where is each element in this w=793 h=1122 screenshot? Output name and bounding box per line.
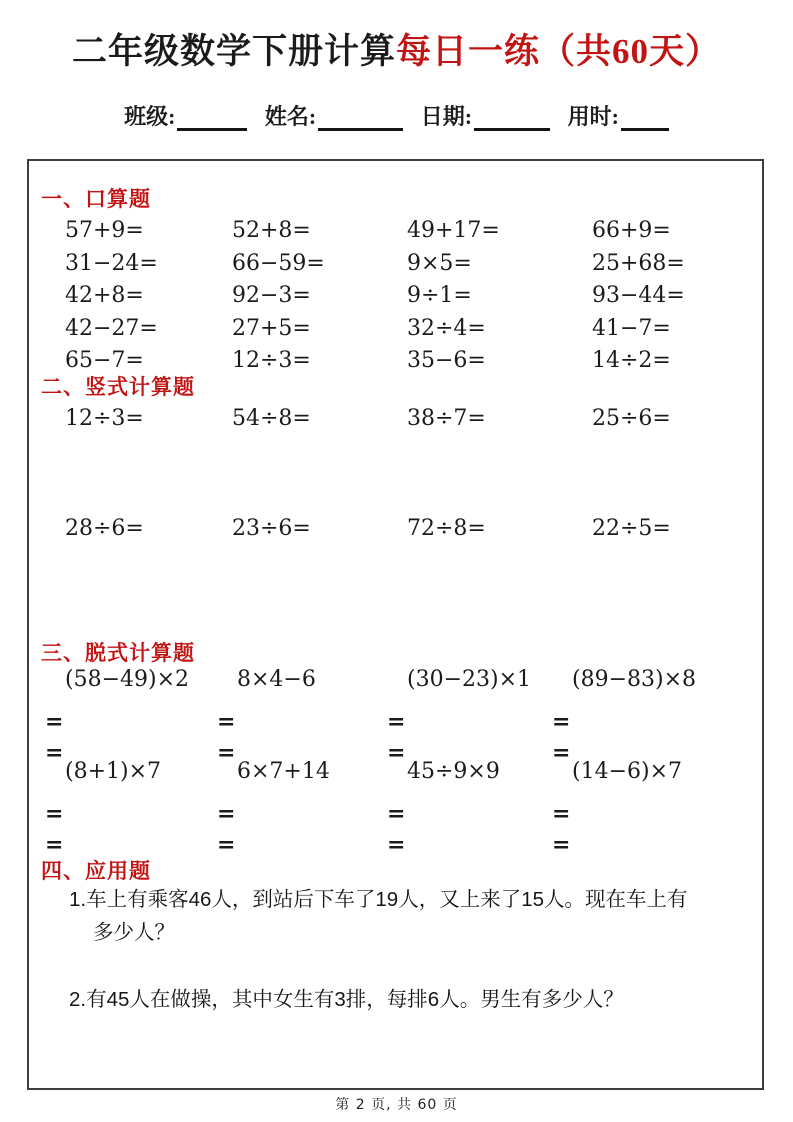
oral-problem: 25+68= bbox=[592, 250, 685, 276]
student-info-line bbox=[0, 100, 793, 131]
word-problem-2: 2.有45人在做操，其中女生有3排，每排6人。男生有多少人？ bbox=[69, 988, 624, 1011]
oral-problem: 66+9= bbox=[592, 218, 671, 243]
oral-problem: 52+8= bbox=[232, 218, 311, 243]
oral-problems-grid bbox=[65, 215, 754, 378]
stepwise-problem bbox=[552, 759, 756, 863]
equals-answer-line: = bbox=[217, 740, 236, 766]
oral-problem: 9×5= bbox=[407, 250, 472, 276]
worksheet-title-black: 二年级数学下册计算 bbox=[71, 32, 396, 71]
name-blank-line bbox=[318, 104, 403, 131]
stepwise-expression: (89−83)×8 bbox=[572, 667, 697, 692]
oral-problem: 49+17= bbox=[407, 218, 500, 243]
equals-answer-line: = bbox=[45, 832, 64, 858]
oral-problem: 66−59= bbox=[232, 250, 325, 276]
class-label: 班级: bbox=[124, 104, 176, 129]
worksheet-title bbox=[0, 24, 793, 74]
equals-answer-line: = bbox=[387, 740, 406, 766]
vertical-problem: 12÷3= bbox=[65, 406, 144, 431]
stepwise-expression: (14−6)×7 bbox=[572, 759, 683, 784]
equals-answer-line: = bbox=[217, 709, 236, 735]
worksheet-title-red: 每日一练（共60天） bbox=[396, 32, 722, 71]
vertical-problem: 25÷6= bbox=[592, 406, 671, 431]
stepwise-problem bbox=[45, 759, 217, 863]
vertical-problem: 22÷5= bbox=[592, 516, 671, 541]
equals-answer-line: = bbox=[552, 709, 571, 735]
name-label: 姓名: bbox=[264, 104, 317, 129]
equals-answer-line: = bbox=[217, 832, 236, 858]
vertical-problem: 72÷8= bbox=[407, 516, 486, 541]
equals-answer-line: = bbox=[552, 832, 571, 858]
stepwise-problems-row-2 bbox=[45, 759, 756, 863]
stepwise-expression: (8+1)×7 bbox=[65, 759, 162, 784]
stepwise-expression: 8×4−6 bbox=[237, 667, 316, 692]
time-blank-line bbox=[621, 104, 669, 131]
section-heading-vertical-calc: 二、竖式计算题 bbox=[41, 375, 195, 399]
oral-problem: 12÷3= bbox=[232, 348, 311, 373]
oral-problem: 41−7= bbox=[592, 315, 671, 341]
time-label: 用时: bbox=[567, 104, 619, 129]
word-problem-1: 1.车上有乘客46人，到站后下车了19人，又上来了15人。现在车上有多少人？ bbox=[69, 888, 688, 944]
stepwise-problem bbox=[45, 667, 217, 771]
stepwise-problem bbox=[552, 667, 756, 771]
worksheet-box bbox=[27, 159, 764, 1090]
vertical-problem: 54÷8= bbox=[232, 406, 311, 431]
oral-problem: 92−3= bbox=[232, 283, 311, 308]
equals-answer-line: = bbox=[387, 709, 406, 735]
stepwise-expression: 45÷9×9 bbox=[407, 759, 500, 784]
oral-problem: 42+8= bbox=[65, 283, 144, 308]
section-heading-word-problems: 四、应用题 bbox=[41, 859, 151, 883]
oral-problem: 35−6= bbox=[407, 348, 486, 373]
stepwise-expression: (58−49)×2 bbox=[65, 667, 190, 692]
vertical-problem: 38÷7= bbox=[407, 406, 486, 431]
oral-problem: 9÷1= bbox=[407, 283, 472, 308]
date-label: 日期: bbox=[420, 104, 473, 129]
vertical-problem: 23÷6= bbox=[232, 516, 311, 541]
oral-problem: 93−44= bbox=[592, 283, 685, 308]
vertical-problems-row-2 bbox=[65, 513, 754, 545]
equals-answer-line: = bbox=[45, 740, 64, 766]
section-heading-stepwise-calc: 三、脱式计算题 bbox=[41, 641, 195, 665]
equals-answer-line: = bbox=[217, 801, 236, 827]
stepwise-problem bbox=[387, 759, 552, 863]
stepwise-expression: (30−23)×1 bbox=[407, 667, 532, 692]
section-heading-oral-calc: 一、口算题 bbox=[41, 187, 151, 211]
oral-problem: 57+9= bbox=[65, 218, 144, 243]
equals-answer-line: = bbox=[387, 832, 406, 858]
vertical-problems-row-1 bbox=[65, 403, 754, 435]
stepwise-problems-row-1 bbox=[45, 667, 756, 771]
stepwise-problem bbox=[387, 667, 552, 771]
class-blank-line bbox=[177, 104, 247, 131]
oral-problem: 27+5= bbox=[232, 315, 311, 341]
equals-answer-line: = bbox=[387, 801, 406, 827]
stepwise-problem bbox=[217, 759, 387, 863]
page-number-footer: 第 2 页, 共 60 页 bbox=[335, 1097, 458, 1113]
date-blank-line bbox=[474, 104, 550, 131]
vertical-problem: 28÷6= bbox=[65, 516, 144, 541]
oral-problem: 42−27= bbox=[65, 315, 158, 341]
equals-answer-line: = bbox=[45, 801, 64, 827]
equals-answer-line: = bbox=[552, 801, 571, 827]
oral-problem: 65−7= bbox=[65, 348, 144, 373]
oral-problem: 31−24= bbox=[65, 250, 158, 276]
equals-answer-line: = bbox=[552, 740, 571, 766]
equals-answer-line: = bbox=[45, 709, 64, 735]
stepwise-expression: 6×7+14 bbox=[237, 759, 330, 784]
stepwise-problem bbox=[217, 667, 387, 771]
oral-problem: 14÷2= bbox=[592, 348, 671, 373]
oral-problem: 32÷4= bbox=[407, 315, 486, 341]
